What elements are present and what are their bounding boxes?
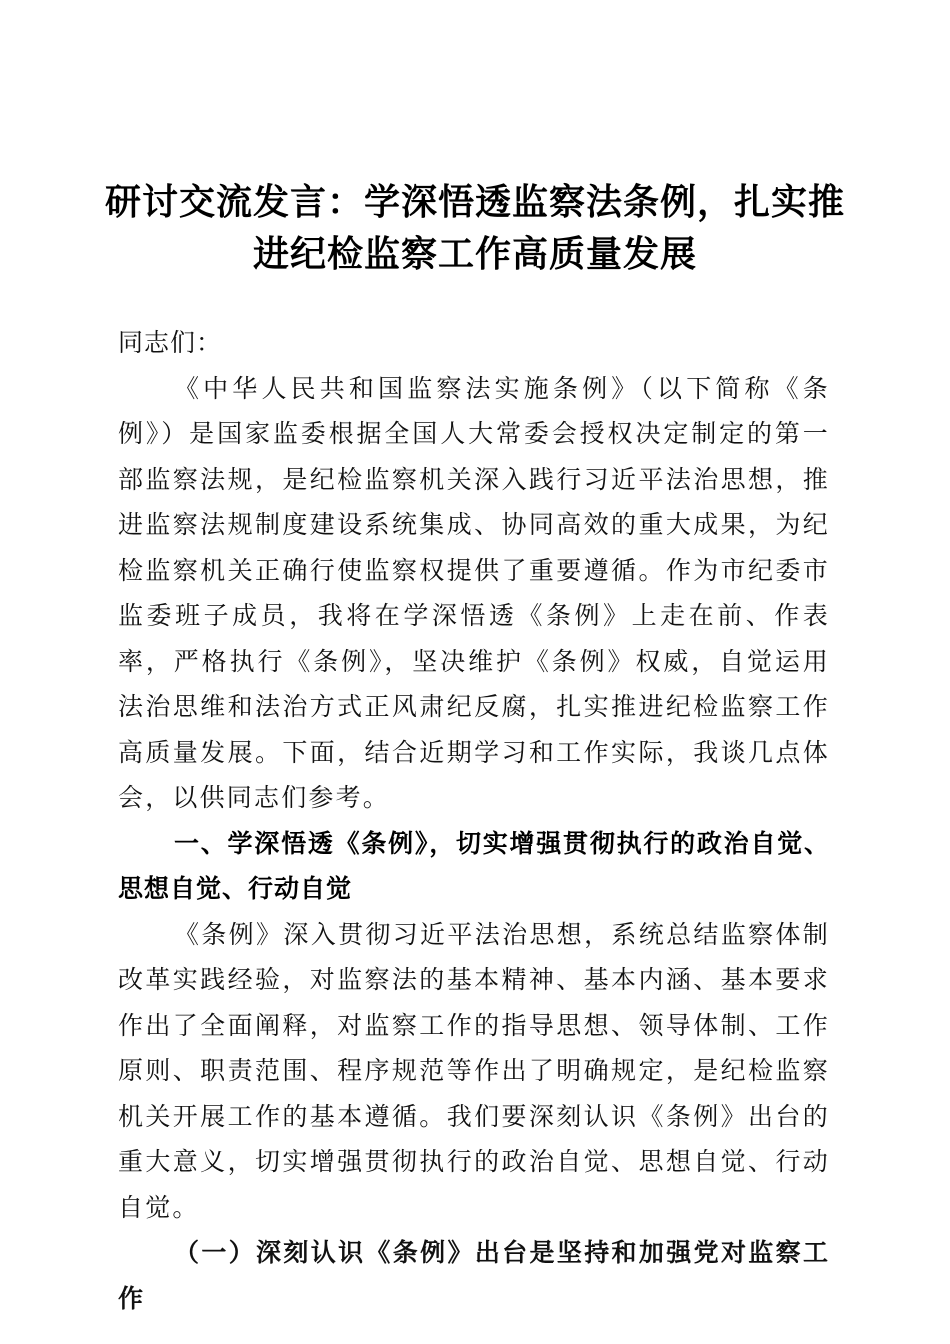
subsection-heading: （一）深刻认识《条例》出台是坚持和加强党对监察工作 xyxy=(118,1238,830,1313)
salutation: 同志们： xyxy=(118,328,223,357)
document-body xyxy=(118,320,830,1321)
section-paragraph: 《条例》深入贯彻习近平法治思想，系统总结监察体制改革实践经验，对监察法的基本精神、基本内涵、基本要求作出了全面阐释，对监察工作的指导思想、领导体制、工作原则、职责范围、程序规范等作出了明确规定，是纪检监察机关开展工作的基本遵循。我们要深刻认识《条例》出台的重大意义，切实增强贯彻执行的政治自觉、思想自觉、行动自觉。 xyxy=(118,919,830,1222)
intro-paragraph: 《中华人民共和国监察法实施条例》（以下简称《条例》）是国家监委根据全国人大常委会授权决定制定的第一部监察法规，是纪检监察机关深入践行习近平法治思想，推进监察法规制度建设系统集成、协同高效的重大成果，为纪检监察机关正确行使监察权提供了重要遵循。作为市纪委市监委班子成员，我将在学深悟透《条例》上走在前、作表率，严格执行《条例》，坚决维护《条例》权威，自觉运用法治思维和法治方式正风肃纪反腐，扎实推进纪检监察工作高质量发展。下面，结合近期学习和工作实际，我谈几点体会，以供同志们参考。 xyxy=(118,373,830,812)
document-title: 研讨交流发言：学深悟透监察法条例，扎实推进纪检监察工作高质量发展 xyxy=(104,181,845,275)
section-heading: 一、学深悟透《条例》，切实增强贯彻执行的政治自觉、思想自觉、行动自觉 xyxy=(118,828,830,903)
